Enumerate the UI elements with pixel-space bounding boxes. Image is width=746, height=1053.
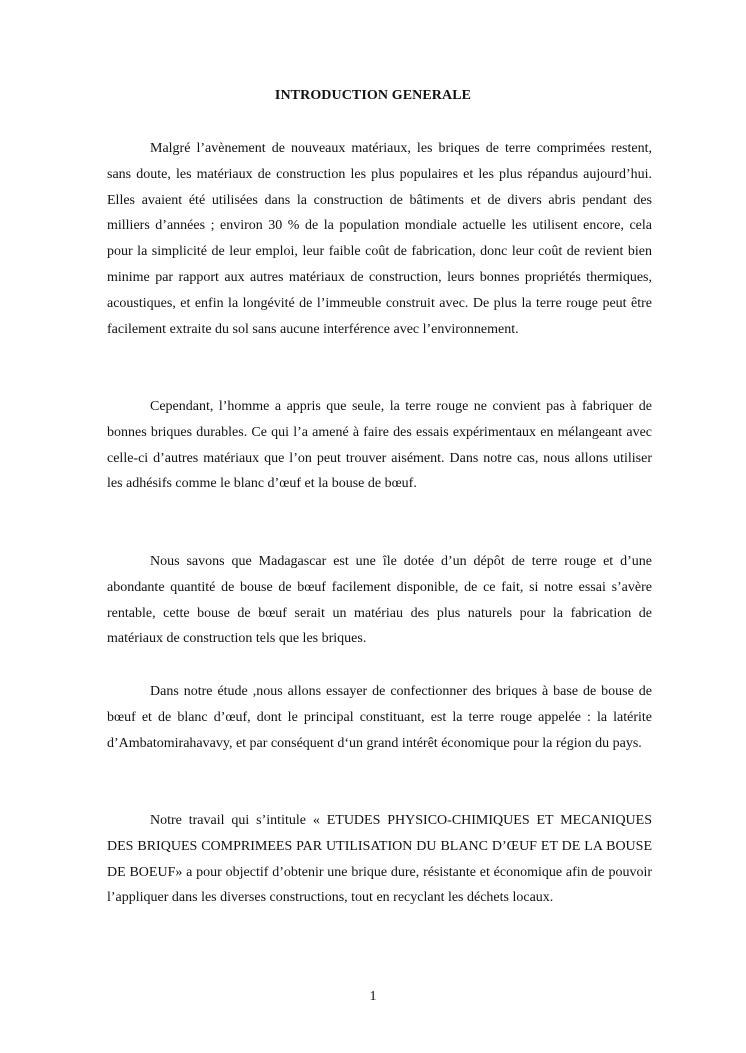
page-title: INTRODUCTION GENERALE	[274, 88, 472, 103]
paragraph-cependant: Cependant, l’homme a appris que seule, la terre rouge ne convient pas à fabriquer de bonnes briques durables. Ce qui l’a amené à faire des essais expérimentaux en mélangeant avec celle-ci d’autres matériaux que l’on peut trouver aisément. Dans notre cas, nous allons utiliser les adhésifs comme le blanc d’œuf et la bouse de bœuf.	[107, 399, 652, 492]
paragraph-intro: Malgré l’avènement de nouveaux matériaux, les briques de terre comprimées restent, sans doute, les matériaux de construction les plus populaires et les plus répandus aujourd’hui. Elles avaient été utilisées dans la construction de bâtiments et de divers abris pendant des milliers d’années ; environ 30 % de la population mondiale actuelle les utilisent encore, cela pour la simplicité de leur emploi, leur faible coût de fabrication, donc leur coût de revient bien minime par rapport aux autres matériaux de construction, leurs bonnes propriétés thermiques, acoustiques, et enfin la longévité de l’immeuble construit avec. De plus la terre rouge peut être facilement extraite du sol sans aucune interférence avec l’environnement.	[107, 141, 652, 337]
page-number: 1	[369, 989, 377, 1004]
paragraph-madagascar: Nous savons que Madagascar est une île dotée d’un dépôt de terre rouge et d’une abondante quantité de bouse de bœuf facilement disponible, de ce fait, si notre essai s’avère rentable, cette bouse de bœuf serait un matériau des plus naturels pour la fabrication de matériaux de construction tels que les briques.	[107, 554, 652, 647]
paragraph-travail: Notre travail qui s’intitule « ETUDES PHYSICO-CHIMIQUES ET MECANIQUES DES BRIQUES COMPRIMEES PAR UTILISATION DU BLANC D’ŒUF ET DE LA BOUSE DE BOEUF» a pour objectif d’obtenir une brique dure, résistante et économique afin de pouvoir l’appliquer dans les diverses constructions, tout en recyclant les déchets locaux.	[107, 813, 652, 906]
paragraph-etude: Dans notre étude ,nous allons essayer de confectionner des briques à base de bouse de bœuf et de blanc d’œuf, dont le principal constituant, est la terre rouge appelée : la latérite d’Ambatomirahavavy, et par conséquent d‘un grand intérêt économique pour la région du pays.	[107, 684, 652, 751]
